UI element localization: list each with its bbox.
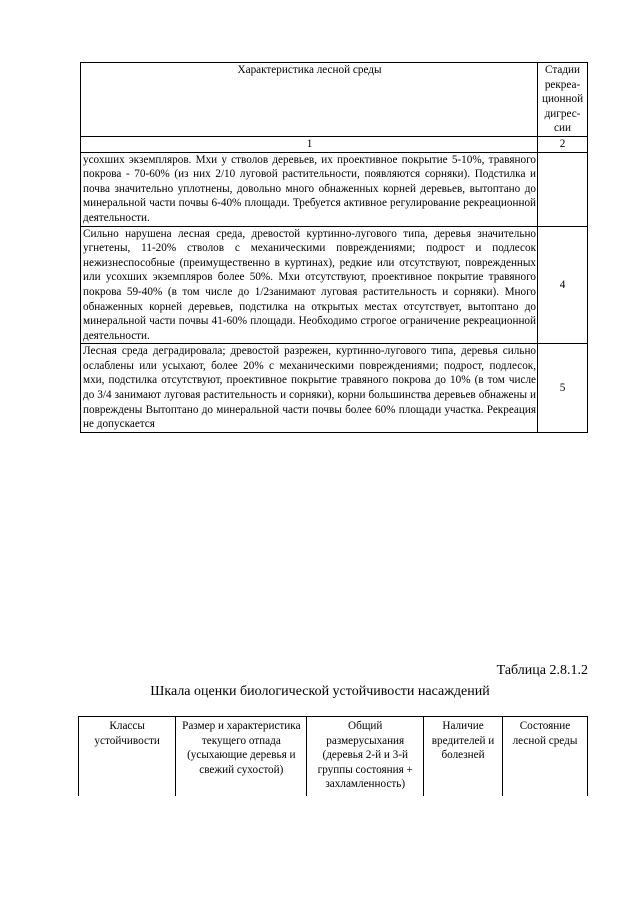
header-stability-classes: Классы устойчивости [79, 717, 176, 796]
header-stage: Стадии рекреа-ционной дигрес-сии [538, 63, 588, 137]
row-stage [538, 152, 588, 226]
stability-scale-table [78, 716, 588, 796]
table-title: Шкала оценки биологической устойчивости насаждений [150, 684, 490, 699]
numbering-col2: 2 [538, 136, 588, 152]
header-pests-diseases: Наличие вредителей и болезней [424, 717, 503, 796]
header-total-drying: Общий размерусыхания (деревья 2-й и 3-й группы состояния + захламленность) [307, 717, 424, 796]
table-row [81, 344, 588, 433]
table-row [81, 152, 588, 226]
header-environment-state: Состояние лесной среды [502, 717, 587, 796]
header-current-dieback: Размер и характеристика текущего отпада (усыхающие деревья и свежий сухостой) [176, 717, 307, 796]
row-stage: 4 [538, 226, 588, 344]
table-header-row [79, 717, 588, 796]
table-caption: Таблица 2.8.1.2 [496, 663, 588, 678]
row-stage: 5 [538, 344, 588, 433]
row-text: усохших экземпляров. Мхи у стволов деревьев, их проективное покрытие 5-10%, травяного покрова - 70-60% (из них 2/10 луговой растительности, появляются сорняки). Подстилка и почва значительно уплотнены, довольно много обнаженных корней деревьев, вытоптано до минеральной части почвы 6-40% площади. Требуется активное регулирование рекреационной деятельности. [81, 152, 538, 226]
row-text: Сильно нарушена лесная среда, древостой куртинно-лугового типа, деревья значительно угнетены, 11-20% стволов с механическими повреждениями; подрост и подлесок нежизнеспособные (преимущественно в куртинах), редкие или отсутствуют, поврежденных или усохших экземпляров более 50%. Мхи отсутствуют, проективное покрытие травяного покрова 59-40% (в том числе до 1/2занимают луговая растительность и сорняки). Много обнаженных корней деревьев, подстилка на открытых местах отсутствует, вытоптано до минеральной части почвы 41-60% площади. Необходимо строгое ограничение рекреационной деятельности. [81, 226, 538, 344]
table-header-row [81, 63, 588, 137]
forest-environment-table [80, 62, 588, 433]
numbering-row [81, 136, 588, 152]
row-text: Лесная среда деградировала; древостой разрежен, куртинно-лугового типа, деревья сильно ослаблены или усыхают, более 20% с механическими повреждениями; подрост, подлесок, мхи, подстилка отсутствуют, проективное покрытие травяного покрова до 10% (в том числе до 3/4 занимают луговая растительность и сорняки), корни большинства деревьев обнажены и повреждены Вытоптано до минеральной части почвы более 60% площади участка. Рекреация не допускается [81, 344, 538, 433]
numbering-col1: 1 [81, 136, 538, 152]
table-row [81, 226, 588, 344]
header-characteristic: Характеристика лесной среды [81, 63, 538, 137]
